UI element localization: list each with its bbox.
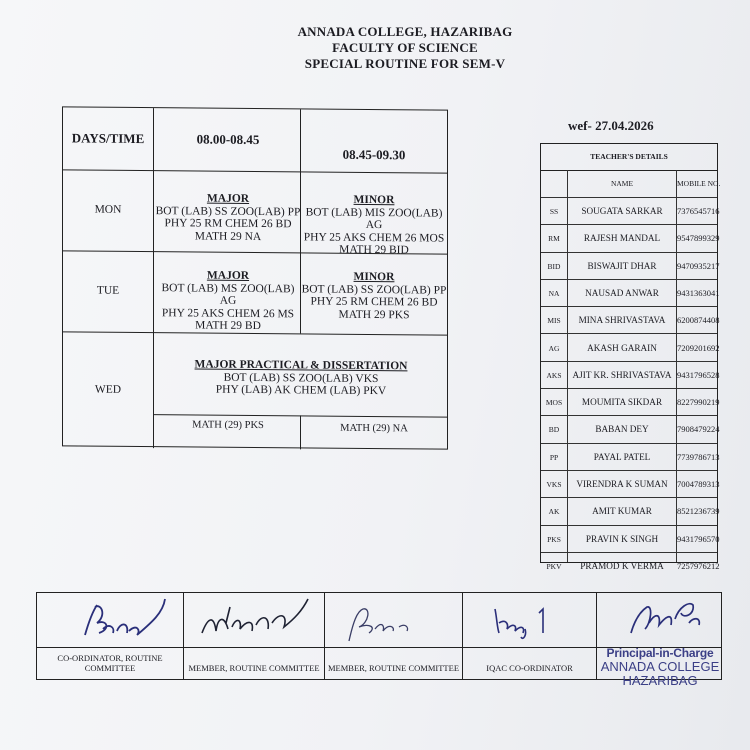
signature-member-1-ink bbox=[184, 593, 325, 647]
document-header bbox=[250, 24, 560, 72]
teacher-name: MINA SHRIVASTAVA bbox=[578, 315, 666, 326]
college-name: ANNADA COLLEGE, HAZARIBAG bbox=[297, 24, 513, 39]
member-label-1: MEMBER, ROUTINE COMMITTEE bbox=[188, 663, 320, 673]
teacher-code: SS bbox=[549, 207, 559, 216]
faculty-name: FACULTY OF SCIENCE bbox=[332, 40, 478, 55]
teachers-table-title: TEACHER'S DETAILS bbox=[541, 144, 717, 171]
teacher-row bbox=[541, 198, 720, 225]
teacher-row bbox=[541, 471, 720, 498]
name-column-header: NAME bbox=[610, 179, 634, 188]
teacher-mobile: 9431796570 bbox=[677, 533, 720, 544]
teacher-code: NA bbox=[548, 288, 560, 298]
stamp-designation: Principal-in-Charge bbox=[606, 646, 714, 660]
teacher-mobile: 7739786713 bbox=[677, 451, 720, 462]
coordinator-label: CO-ORDINATOR, ROUTINE COMMITTEE bbox=[57, 653, 163, 673]
teacher-row bbox=[541, 335, 720, 362]
teacher-code: AK bbox=[548, 507, 560, 517]
teacher-code: MIS bbox=[547, 316, 561, 326]
tue-slot1-title: MAJOR bbox=[206, 269, 250, 282]
teachers-header-row bbox=[541, 170, 721, 198]
teachers-details-table bbox=[540, 143, 721, 571]
tue-slot2 bbox=[301, 270, 447, 321]
teacher-code: AG bbox=[548, 343, 560, 353]
signature-coordinator-ink bbox=[37, 593, 184, 647]
day-wed: WED bbox=[94, 383, 122, 396]
wed-practical bbox=[155, 358, 447, 398]
teacher-mobile: 8227990219 bbox=[677, 397, 720, 408]
routine-table bbox=[62, 106, 448, 449]
teacher-mobile: 7209201692 bbox=[677, 342, 720, 353]
teacher-code: PKS bbox=[547, 534, 561, 544]
teacher-code: PKV bbox=[546, 561, 562, 571]
mon-slot1-line: BOT (LAB) SS ZOO(LAB) PP bbox=[155, 204, 301, 218]
teacher-name: AJIT KR. SHRIVASTAVA bbox=[572, 369, 672, 380]
teacher-row bbox=[541, 389, 720, 416]
teacher-row bbox=[541, 444, 720, 471]
teacher-row bbox=[541, 362, 720, 389]
iqac-label: IQAC CO-ORDINATOR bbox=[486, 663, 573, 673]
effective-date: wef- 27.04.2026 bbox=[568, 118, 654, 133]
mon-slot2-title: MINOR bbox=[353, 193, 395, 207]
teacher-mobile: 7376545716 bbox=[677, 206, 720, 216]
mon-slot2 bbox=[301, 193, 447, 257]
teacher-code: MOS bbox=[545, 398, 563, 408]
teacher-row bbox=[541, 307, 720, 334]
stamp-college: ANNADA COLLEGE bbox=[600, 659, 720, 674]
mon-slot1-title: MAJOR bbox=[206, 192, 250, 205]
mon-slot2-line: BOT (LAB) MIS ZOO(LAB) AG bbox=[305, 205, 443, 232]
teacher-name: RAJESH MANDAL bbox=[583, 233, 661, 244]
signature-member-2-ink bbox=[325, 593, 463, 647]
mon-slot2-line: MATH 29 BID bbox=[339, 243, 409, 257]
tue-slot2-line: BOT (LAB) SS ZOO(LAB) PP bbox=[301, 282, 447, 297]
tue-slot1-line: BOT (LAB) MS ZOO(LAB) AG bbox=[161, 281, 295, 307]
teacher-mobile: 7257976212 bbox=[677, 560, 720, 571]
teacher-name: AKASH GARAIN bbox=[587, 342, 657, 353]
day-mon: MON bbox=[94, 203, 122, 216]
teacher-name: NAUSAD ANWAR bbox=[585, 287, 659, 298]
tue-slot1 bbox=[155, 269, 301, 333]
signature-coordinator bbox=[37, 593, 184, 679]
wed-practical-line: BOT (LAB) SS ZOO(LAB) VKS bbox=[223, 371, 379, 385]
stamp-city: HAZARIBAG bbox=[622, 673, 698, 688]
tue-slot1-line: MATH 29 BD bbox=[195, 319, 261, 333]
teacher-code: RM bbox=[548, 234, 560, 244]
teacher-code: PP bbox=[549, 452, 559, 462]
teacher-row bbox=[541, 253, 720, 280]
teacher-mobile: 9431363041 bbox=[677, 287, 720, 298]
signature-iqac-ink bbox=[463, 593, 597, 647]
signature-principal-ink bbox=[597, 593, 721, 647]
signature-iqac bbox=[463, 593, 597, 679]
day-tue: TUE bbox=[96, 284, 120, 297]
teacher-row bbox=[541, 416, 720, 443]
signature-member-1 bbox=[184, 593, 325, 679]
teacher-name: PRAVIN K SINGH bbox=[585, 533, 659, 544]
tue-slot1-line: PHY 25 AKS CHEM 26 MS bbox=[161, 306, 295, 320]
mon-slot2-line: PHY 25 AKS CHEM 26 MOS bbox=[303, 230, 445, 245]
teacher-name: SOUGATA SARKAR bbox=[581, 206, 663, 216]
teacher-row bbox=[541, 498, 720, 525]
tue-slot2-line: MATH 29 PKS bbox=[338, 308, 410, 321]
teacher-row bbox=[541, 526, 720, 553]
principal-stamp bbox=[590, 646, 730, 688]
teacher-name: MOUMITA SIKDAR bbox=[581, 397, 663, 408]
teacher-mobile: 9470935217 bbox=[677, 260, 720, 271]
mon-slot1 bbox=[155, 192, 301, 243]
signature-member-2 bbox=[325, 593, 463, 679]
teacher-mobile: 7908479224 bbox=[677, 424, 720, 435]
teacher-row bbox=[541, 225, 720, 252]
teacher-name: AMIT KUMAR bbox=[592, 506, 652, 517]
teacher-row bbox=[541, 280, 720, 307]
mon-slot1-line: PHY 25 RM CHEM 26 BD bbox=[164, 217, 292, 231]
teacher-code: AKS bbox=[546, 370, 562, 380]
teacher-mobile: 9547899329 bbox=[677, 233, 720, 244]
teacher-mobile: 9431796528 bbox=[677, 369, 720, 380]
col-divider bbox=[153, 108, 154, 448]
slot-header-2: 08.45-09.30 bbox=[342, 146, 406, 163]
teacher-mobile: 8521236739 bbox=[677, 506, 720, 517]
teacher-name: BABAN DEY bbox=[595, 424, 649, 435]
teacher-mobile: 7004789313 bbox=[677, 479, 720, 489]
teacher-name: VIRENDRA K SUMAN bbox=[576, 479, 668, 489]
teacher-code: BID bbox=[547, 261, 561, 271]
wed-slot1-math: MATH (29) PKS bbox=[192, 419, 264, 432]
slot-header-1: 08.00-08.45 bbox=[196, 131, 260, 148]
mon-slot1-line: MATH 29 NA bbox=[194, 229, 262, 243]
wed-slot2-math: MATH (29) NA bbox=[340, 422, 408, 435]
tue-slot2-title: MINOR bbox=[353, 270, 395, 284]
wed-practical-line: PHY (LAB) AK CHEM (LAB) PKV bbox=[215, 383, 387, 398]
teacher-code: BD bbox=[548, 425, 560, 435]
teacher-row bbox=[541, 553, 720, 580]
teacher-name: PRAMOD K VERMA bbox=[580, 560, 664, 571]
mobile-column-header: MOBILE NO. bbox=[677, 179, 721, 188]
teacher-mobile: 6200874408 bbox=[677, 315, 720, 326]
tue-slot2-line: PHY 25 RM CHEM 26 BD bbox=[310, 295, 438, 309]
teacher-name: PAYAL PATEL bbox=[593, 451, 651, 462]
wed-practical-title: MAJOR PRACTICAL & DISSERTATION bbox=[194, 358, 408, 373]
routine-title: SPECIAL ROUTINE FOR SEM-V bbox=[304, 56, 506, 71]
days-time-header: DAYS/TIME bbox=[71, 130, 145, 147]
member-label-2: MEMBER, ROUTINE COMMITTEE bbox=[327, 663, 460, 673]
teacher-name: BISWAJIT DHAR bbox=[587, 260, 657, 271]
teacher-code: VKS bbox=[546, 480, 562, 489]
